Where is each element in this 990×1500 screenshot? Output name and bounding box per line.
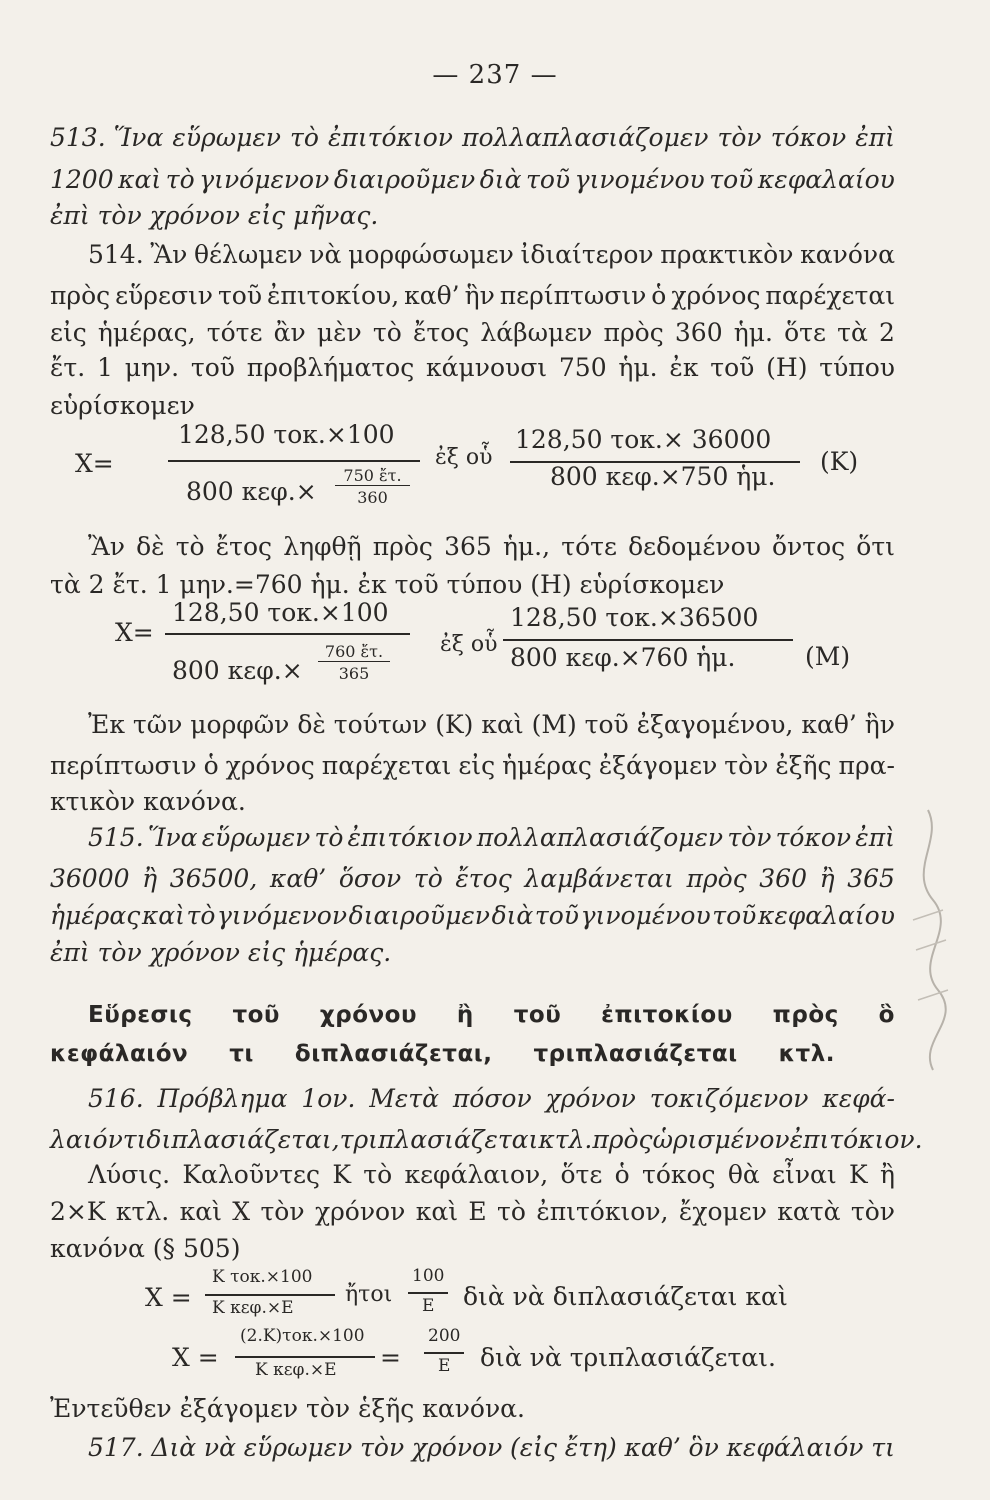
- word: τι: [871, 1433, 895, 1462]
- formula-e1-num: Κ τοκ.×100: [212, 1267, 313, 1287]
- word: εἶναι: [772, 1160, 837, 1189]
- word: μὲν: [316, 318, 362, 347]
- word: χρόνον: [411, 1433, 503, 1462]
- word: ἐπιτόκιον,: [536, 1197, 669, 1226]
- word: πρὸς: [50, 281, 111, 310]
- word: Ἂν: [150, 240, 188, 269]
- word: 2×Κ: [50, 1197, 106, 1226]
- formula-e2-num2: 200: [428, 1326, 461, 1346]
- word: θέλωμεν: [193, 240, 303, 269]
- formula-m-sub-num: 760 ἔτ.: [318, 642, 390, 662]
- word: κτλ.: [538, 1125, 593, 1154]
- formula-e2-den: Κ κεφ.×Ε: [255, 1360, 337, 1380]
- word: 36000: [50, 864, 130, 893]
- word: (Η): [766, 353, 808, 382]
- word: 516.: [88, 1084, 144, 1113]
- word: 1ον.: [301, 1084, 356, 1113]
- word: χρόνον: [314, 1197, 406, 1226]
- word: ἰδιαίτερον: [520, 240, 654, 269]
- word: καὶ: [415, 1197, 459, 1226]
- word: ἐξῆς: [775, 751, 832, 780]
- word: 514.: [88, 240, 144, 269]
- formula-m-mid: ἐξ οὗ: [440, 632, 498, 657]
- word: Χ: [232, 1197, 251, 1226]
- formula-k-sub-num: 750 ἔτ.: [335, 466, 410, 486]
- word: καὶ: [481, 710, 524, 739]
- para-515-line-4: ἐπὶ τὸν χρόνον εἰς ἡμέρας.: [50, 938, 392, 967]
- word: μην.: [124, 353, 180, 382]
- word: πρὸς: [372, 532, 433, 561]
- para-514c-line-1: [88, 708, 895, 742]
- word: ἡμ.: [733, 318, 773, 347]
- formula-m-num1: 128,50 τοκ.×100: [172, 598, 389, 627]
- word: τοῦ: [534, 901, 579, 930]
- word: τοῦ: [190, 353, 235, 382]
- word: πρὸς: [592, 1125, 653, 1154]
- word: τὸν: [260, 1197, 305, 1226]
- word: ἡμέρας: [502, 751, 592, 780]
- word: Ε: [468, 1197, 487, 1226]
- word: ὁ: [203, 751, 219, 780]
- word: 360: [759, 864, 807, 893]
- word: ἐκ: [669, 353, 699, 382]
- word: Μετὰ: [369, 1084, 440, 1113]
- word: τῶν: [132, 710, 183, 739]
- formula-m-num2: 128,50 τοκ.×36500: [510, 603, 759, 632]
- word: εὕρωμεν: [172, 123, 281, 152]
- word: γινομένου: [574, 165, 705, 194]
- word: ὁ: [614, 1160, 630, 1189]
- word: ἡμέρας,: [97, 318, 196, 347]
- word: χρόνος: [225, 751, 315, 780]
- word: ὃ: [878, 1002, 895, 1028]
- word: λαιόν: [50, 1125, 123, 1154]
- word: ἐπιτόκιον.: [789, 1125, 923, 1154]
- word: ἣν: [464, 281, 495, 310]
- word: πρακτικὸν: [660, 240, 794, 269]
- word: ἔτος: [412, 318, 470, 347]
- word: δὲ: [297, 710, 326, 739]
- word: Πρόβλημα: [157, 1084, 288, 1113]
- formula-m-den2: 800 κεφ.×760 ἡμ.: [510, 643, 736, 672]
- para-514-line-1: [88, 238, 895, 272]
- para-514-line-5: εὑρίσκομεν: [50, 391, 195, 420]
- formula-e1-mid: ἤτοι: [345, 1282, 393, 1307]
- word: τόκον: [770, 123, 847, 152]
- formula-e1-num2: 100: [412, 1266, 445, 1286]
- word: τύπου: [819, 353, 895, 382]
- para-514-line-2: [50, 279, 895, 313]
- word: τοῦ: [710, 353, 755, 382]
- word: εὕρωμεν: [243, 1433, 353, 1462]
- word: διπλασιάζεται,: [294, 1041, 493, 1067]
- word: Ἂν: [88, 532, 125, 561]
- word: κεφάλαιόν: [50, 1041, 189, 1067]
- word: κάμνουσι: [426, 353, 548, 382]
- formula-m-bar2: [503, 639, 793, 641]
- word: τοῦ: [513, 1002, 562, 1028]
- word: ἔτος: [215, 532, 273, 561]
- formula-e1-tail: διὰ νὰ διπλασιάζεται καὶ: [463, 1282, 788, 1311]
- word: 360: [674, 318, 723, 347]
- word: 513. Ἵνα: [50, 123, 164, 152]
- word: ἡμ.,: [502, 532, 551, 561]
- word: Κ: [332, 1160, 351, 1189]
- word: τότε: [561, 532, 617, 561]
- word: προβλήματος: [246, 353, 415, 382]
- word: ἡμ.: [618, 353, 658, 382]
- word: παρέχεται: [765, 281, 895, 310]
- word: πόσον: [452, 1084, 532, 1113]
- word: ἐξαγομένου,: [636, 710, 794, 739]
- word: καὶ: [141, 901, 185, 930]
- word: (εἰς: [510, 1433, 558, 1462]
- formula-k-num1: 128,50 τοκ.×100: [178, 420, 395, 449]
- formula-e1-den: Κ κεφ.×Ε: [212, 1298, 294, 1318]
- formula-e2-tail: διὰ νὰ τριπλασιάζεται.: [480, 1343, 776, 1372]
- word: καθ’: [404, 281, 460, 310]
- word: τότε: [206, 318, 263, 347]
- word: λαμβάνεται: [524, 864, 674, 893]
- word: ὅτε: [784, 318, 826, 347]
- word: δεδομένου: [628, 532, 761, 561]
- word: τι: [122, 1125, 147, 1154]
- word: ὅτι: [856, 532, 895, 561]
- word: ἢ: [880, 1160, 895, 1189]
- word: εὕρεσιν: [115, 281, 214, 310]
- word: κανόνα: [800, 240, 895, 269]
- word: ἔτ.: [50, 353, 86, 382]
- formula-e2-x: X =: [172, 1343, 219, 1372]
- word: τὸ: [497, 1197, 526, 1226]
- word: διαιροῦμεν: [333, 165, 476, 194]
- word: ἣν: [864, 710, 895, 739]
- formula-e2-bar: [235, 1356, 375, 1358]
- para-514-line-3: [50, 316, 895, 350]
- word: γινομένου: [580, 901, 711, 930]
- word: τι: [229, 1041, 254, 1067]
- word: κεφαλαίου: [757, 901, 895, 930]
- word: χρόνου: [319, 1002, 417, 1028]
- word: νὰ: [309, 240, 342, 269]
- word: ἐπιτοκίου: [601, 1002, 733, 1028]
- word: ἔτη): [564, 1433, 617, 1462]
- word: διπλασιάζεται,: [146, 1125, 340, 1154]
- word: ἐπὶ: [855, 123, 895, 152]
- word: καθ’: [269, 864, 327, 893]
- word: (Κ): [435, 710, 474, 739]
- para-516-line-1: [88, 1082, 895, 1116]
- para-516-line-3: [88, 1158, 895, 1192]
- word: καὶ: [179, 1197, 222, 1226]
- formula-m-den1: 800 κεφ.×: [172, 656, 303, 685]
- formula-e1-den2: Ε: [422, 1296, 435, 1316]
- word: κατὰ: [777, 1197, 841, 1226]
- formula-k-subfrac: [335, 466, 410, 507]
- word: τριπλασιάζεται: [533, 1041, 738, 1067]
- formula-k-label: (K): [820, 447, 859, 476]
- word: Ἐκ: [88, 710, 125, 739]
- para-516-line-5: κανόνα (§ 505): [50, 1234, 241, 1263]
- word: γινόμενον: [199, 165, 330, 194]
- formula-k-num2: 128,50 τοκ.× 36000: [515, 425, 772, 454]
- formula-k-den1: 800 κεφ.×: [186, 477, 317, 506]
- word: τὸν: [727, 823, 772, 852]
- para-514b-line-1: [88, 530, 895, 564]
- word: κτλ.: [778, 1041, 835, 1067]
- formula-e2-num: (2.Κ)τοκ.×100: [240, 1326, 365, 1346]
- word: τὸ: [363, 1160, 393, 1189]
- formula-m-sub-den: 365: [338, 664, 370, 683]
- word: τὸ: [290, 123, 319, 152]
- word: πολλαπλασιάζομεν: [476, 823, 724, 852]
- para-513-line-3: ἐπὶ τὸν χρόνον εἰς μῆνας.: [50, 201, 379, 230]
- word: λάβωμεν: [480, 318, 593, 347]
- word: 515.: [88, 823, 144, 852]
- word: ἐπιτόκιον: [347, 823, 473, 852]
- word: τὸν: [717, 123, 762, 152]
- word: τοῦ: [712, 901, 757, 930]
- para-514b-line-2: τὰ 2 ἔτ. 1 μην.=760 ἡμ. ἐκ τοῦ τύπου (Η) εὑρίσκομεν: [50, 570, 725, 599]
- formula-e1-x: X =: [145, 1283, 192, 1312]
- para-516-line-4: [50, 1195, 895, 1229]
- margin-signature: [898, 800, 958, 1080]
- word: παρέχεται: [321, 751, 452, 780]
- word: ἐπιτόκιον: [327, 123, 453, 152]
- word: τοκιζόμενον: [649, 1084, 809, 1113]
- word: Εὕρεσις: [88, 1002, 193, 1028]
- word: πολλαπλασιάζομεν: [462, 123, 709, 152]
- para-513-line-2: [50, 163, 895, 197]
- word: Κ: [849, 1160, 868, 1189]
- word: καθ’: [624, 1433, 681, 1462]
- formula-k-bar1: [168, 460, 420, 462]
- word: μορφῶν: [190, 710, 290, 739]
- word: 750: [558, 353, 607, 382]
- para-516b: Ἐντεῦθεν ἐξάγομεν τὸν ἑξῆς κανόνα.: [50, 1394, 525, 1423]
- word: ὡρισμένον: [652, 1125, 790, 1154]
- word: πρὸς: [772, 1002, 839, 1028]
- word: κτλ.: [115, 1197, 170, 1226]
- word: ὃν: [688, 1433, 719, 1462]
- word: καὶ: [118, 165, 162, 194]
- word: κεφάλαιόν: [726, 1433, 864, 1462]
- word: ληφθῇ: [283, 532, 362, 561]
- word: τὸν: [724, 751, 769, 780]
- word: περίπτωσιν: [499, 281, 647, 310]
- word: τριπλασιάζεται: [339, 1125, 539, 1154]
- para-515-line-2: [50, 862, 895, 896]
- word: ἐξάγομεν: [598, 751, 718, 780]
- word: τοῦ: [217, 281, 263, 310]
- word: 517.: [88, 1433, 144, 1462]
- word: δὲ: [136, 532, 165, 561]
- word: κεφά-: [822, 1084, 895, 1113]
- para-514c-line-2: [50, 749, 895, 783]
- word: 1200: [50, 165, 114, 194]
- word: περίπτωσιν: [50, 751, 197, 780]
- para-515-line-1: [88, 821, 895, 855]
- formula-e2-eq: =: [380, 1343, 401, 1372]
- word: 365: [847, 864, 895, 893]
- formula-e1-bar: [205, 1294, 335, 1296]
- word: τούτων: [333, 710, 428, 739]
- word: τὸ: [165, 165, 195, 194]
- word: τοῦ: [709, 165, 754, 194]
- para-517-line-1: [88, 1431, 895, 1465]
- section-heading-line-1: [88, 998, 895, 1032]
- word: μορφώσωμεν: [348, 240, 514, 269]
- word: τὸ: [175, 532, 205, 561]
- word: ἡμέρας: [50, 901, 141, 930]
- word: τοῦ: [526, 165, 571, 194]
- word: διαιροῦμεν: [348, 901, 490, 930]
- word: τοῦ: [232, 1002, 280, 1028]
- word: Διὰ: [151, 1433, 197, 1462]
- page-number: — 237 —: [432, 60, 558, 90]
- word: τὸν: [360, 1433, 405, 1462]
- word: 2: [878, 318, 895, 347]
- word: ἔχομεν: [678, 1197, 767, 1226]
- word: τὸν: [850, 1197, 895, 1226]
- word: διὰ: [479, 165, 522, 194]
- word: εὕρωμεν: [201, 823, 311, 852]
- word: 36500,: [169, 864, 258, 893]
- formula-e2-den2: Ε: [438, 1356, 451, 1376]
- word: τὰ: [837, 318, 868, 347]
- formula-m-x: X=: [115, 618, 154, 647]
- formula-k-mid: ἐξ οὗ: [435, 445, 493, 470]
- word: Καλοῦντες: [182, 1160, 321, 1189]
- word: ἢ: [456, 1002, 474, 1028]
- formula-k-den2: 800 κεφ.×750 ἡμ.: [550, 462, 776, 491]
- para-514-line-4: [50, 351, 895, 385]
- word: διὰ: [491, 901, 534, 930]
- word: χρόνον: [545, 1084, 636, 1113]
- word: ὅτε: [560, 1160, 603, 1189]
- formula-m-subfrac: [318, 642, 390, 683]
- word: τὸ: [314, 823, 344, 852]
- word: καθ’: [801, 710, 857, 739]
- formula-m-bar1: [165, 633, 410, 635]
- word: εἰς: [50, 318, 87, 347]
- word: ἢ: [142, 864, 158, 893]
- word: (Μ): [531, 710, 577, 739]
- para-515-line-3: [50, 899, 895, 933]
- word: κεφάλαιον,: [404, 1160, 549, 1189]
- formula-k-x: X=: [75, 449, 114, 478]
- word: κεφαλαίου: [757, 165, 895, 194]
- word: ὅσον: [338, 864, 402, 893]
- section-heading-line-2: [50, 1037, 835, 1071]
- word: εἰς: [458, 751, 496, 780]
- word: ἐπιτοκίου,: [267, 281, 400, 310]
- word: πρὸς: [603, 318, 664, 347]
- word: ὄντος: [771, 532, 846, 561]
- word: θὰ: [727, 1160, 760, 1189]
- formula-e1-bar2: [408, 1292, 448, 1294]
- word: ὁ: [651, 281, 667, 310]
- formula-m-label: (Μ): [805, 642, 851, 671]
- formula-k-sub-den: 360: [357, 488, 388, 507]
- word: ἔτος: [455, 864, 512, 893]
- word: τόκος: [641, 1160, 716, 1189]
- word: χρόνος: [671, 281, 761, 310]
- para-513-line-1: [50, 121, 895, 155]
- word: Λύσις.: [88, 1160, 171, 1189]
- word: τόκον: [775, 823, 852, 852]
- para-514c-line-3: κτικὸν κανόνα.: [50, 787, 246, 816]
- word: πρα-: [838, 751, 895, 780]
- word: ἢ: [819, 864, 835, 893]
- word: πρὸς: [686, 864, 747, 893]
- word: νὰ: [203, 1433, 237, 1462]
- word: γινόμενον: [216, 901, 348, 930]
- word: τὸ: [413, 864, 443, 893]
- word: τὸ: [372, 318, 402, 347]
- word: Ἵνα: [147, 823, 198, 852]
- word: τὸ: [186, 901, 216, 930]
- word: τοῦ: [584, 710, 629, 739]
- word: ἐπὶ: [855, 823, 895, 852]
- word: ἂν: [273, 318, 306, 347]
- formula-e2-bar2: [424, 1352, 464, 1354]
- word: 365: [444, 532, 492, 561]
- para-516-line-2: [50, 1123, 923, 1157]
- word: 1: [97, 353, 113, 382]
